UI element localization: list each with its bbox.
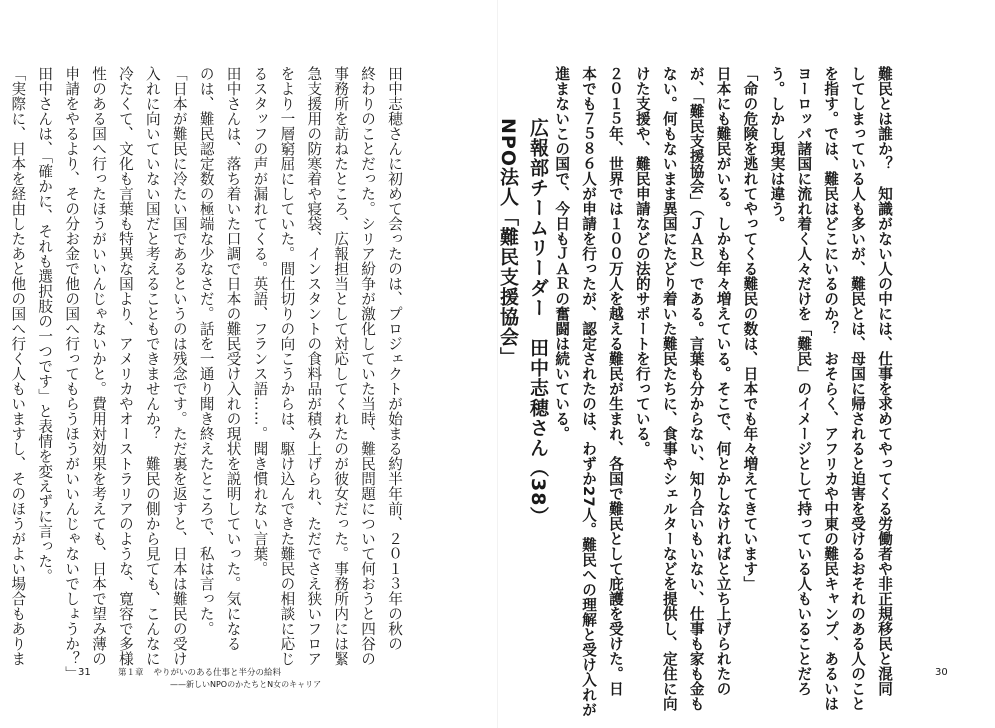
body-line: 田中志穂さんに初めて会ったのは、プロジェクトが始まる約半年前、２０１３年の秋の <box>386 66 403 651</box>
running-head <box>118 667 321 691</box>
body-line: 「実際に、日本を経由したあと他の国へ行く人もいますし、そのほうがよい場合もありま <box>9 66 27 666</box>
body-line: 田中さんは、落ち着いた口調で日本の難民受け入れの現状を説明していった。気になる <box>224 66 242 651</box>
page-number-left: 31 <box>78 667 91 678</box>
body-line: 性のある国へ行ったほうがいいんじゃないかと。費用対効果を考えても、日本で望み薄の <box>90 66 108 666</box>
body-line: 冷たくて、文化も言葉も特異な国より、アメリカやオーストラリアのような、寛容で多様 <box>116 66 134 666</box>
body-line: 入れに向いていない国だと考えることもできませんか？ 難民の側から見ても、こんなに <box>143 66 161 666</box>
body-line: 申請をやるより、その分お金で他の国へ行ってもらうほうがいいんじゃないでしょうか？」 <box>63 66 81 681</box>
left-page <box>0 0 497 728</box>
body-line: 進まないこの国で、今日もＪＡＲの奮闘は続いている。 <box>553 66 571 441</box>
body-line: ない。何もないまま異国にたどり着いた難民たちに、食事やシェルターなどを提供し、定住に向 <box>660 66 678 711</box>
body-line: 急支援用の防寒着や寝袋、インスタントの食料品が積み上げられ、ただでさえ狭いフロア <box>305 66 323 666</box>
body-line: ２０１５年、世界では１００万人を越える難民が生まれ、各国で難民として庇護を受けた。日 <box>606 66 624 696</box>
chapter-label: 第１章 <box>118 668 144 678</box>
body-line: るスタッフの声が漏れてくる。英語、フランス語……。聞き慣れない言葉。 <box>251 66 269 576</box>
body-line: 難民とは誰か？ 知識がない人の中には、仕事を求めてやってくる労働者や非正規移民と混同 <box>876 66 893 696</box>
body-line: 事務所を訪ねたところ、広報担当として対応してくれたのが彼女だった。事務所内には緊 <box>332 66 350 666</box>
body-line: してしまっている人も多いが、難民とは、母国に帰されると迫害を受けるおそれのある人のこと <box>849 66 867 711</box>
profile-heading-organization: NPO法人「難民支援協会」 <box>497 118 519 367</box>
body-line: けた支援や、難民申請などの法的サポートを行っている。 <box>633 66 651 456</box>
body-line: ヨーロッパ諸国に流れ着く人々だけを「難民」のイメージとして持っている人もいることだろ <box>795 66 813 696</box>
right-page <box>497 0 995 728</box>
chapter-subtitle: ——新しいNPOのかたちとN女のキャリア <box>170 680 322 689</box>
right-page-body <box>547 66 897 718</box>
body-line: 日本にも難民がいる。しかも年々増えている。そこで、何とかしなければと立ち上げられたの <box>714 66 732 696</box>
body-line: 「命の危険を逃れてやってくる難民の数は、日本でも年々増えてきています」 <box>741 66 759 591</box>
body-line: 本でも７５８６人が申請を行ったが、認定されたのは、わずか27人。難民への理解と受け入れが <box>580 66 598 718</box>
body-line: を指す。では、難民はどこにいるのか？ おそらく、アフリカや中東の難民キャンプ、あるいは <box>822 66 840 711</box>
body-line: 終わりのことだった。シリア紛争が激化していた当時、難民問題について何おうと四谷の <box>359 66 377 666</box>
page-number-right: 30 <box>935 667 948 678</box>
body-line: 「日本が難民に冷たい国であるというのは残念です。ただ裏を返すと、日本は難民の受け <box>170 66 188 666</box>
body-line: のは、難民認定数の極端な少なさだ。話を一通り聞き終えたところで、私は言った。 <box>197 66 215 636</box>
body-line: う。しかし現実は違う。 <box>768 66 786 231</box>
profile-heading-role: 広報部チームリーダー 田中志穂さん（38） <box>527 118 549 527</box>
chapter-title: やりがいのある仕事と半分の給料 <box>153 668 282 678</box>
body-line: 田中さんは、「確かに、それも選択肢の一つです」と表情を変えずに言った。 <box>36 66 54 584</box>
body-line: をより一層窮屈にしていた。間仕切りの向こうからは、駆け込んできた難民の相談に応じ <box>278 66 296 666</box>
body-line: が、「難民支援協会」（ＪＡＲ）である。言葉も分からない、知り合いもいない、仕事も家も金も <box>687 66 705 712</box>
